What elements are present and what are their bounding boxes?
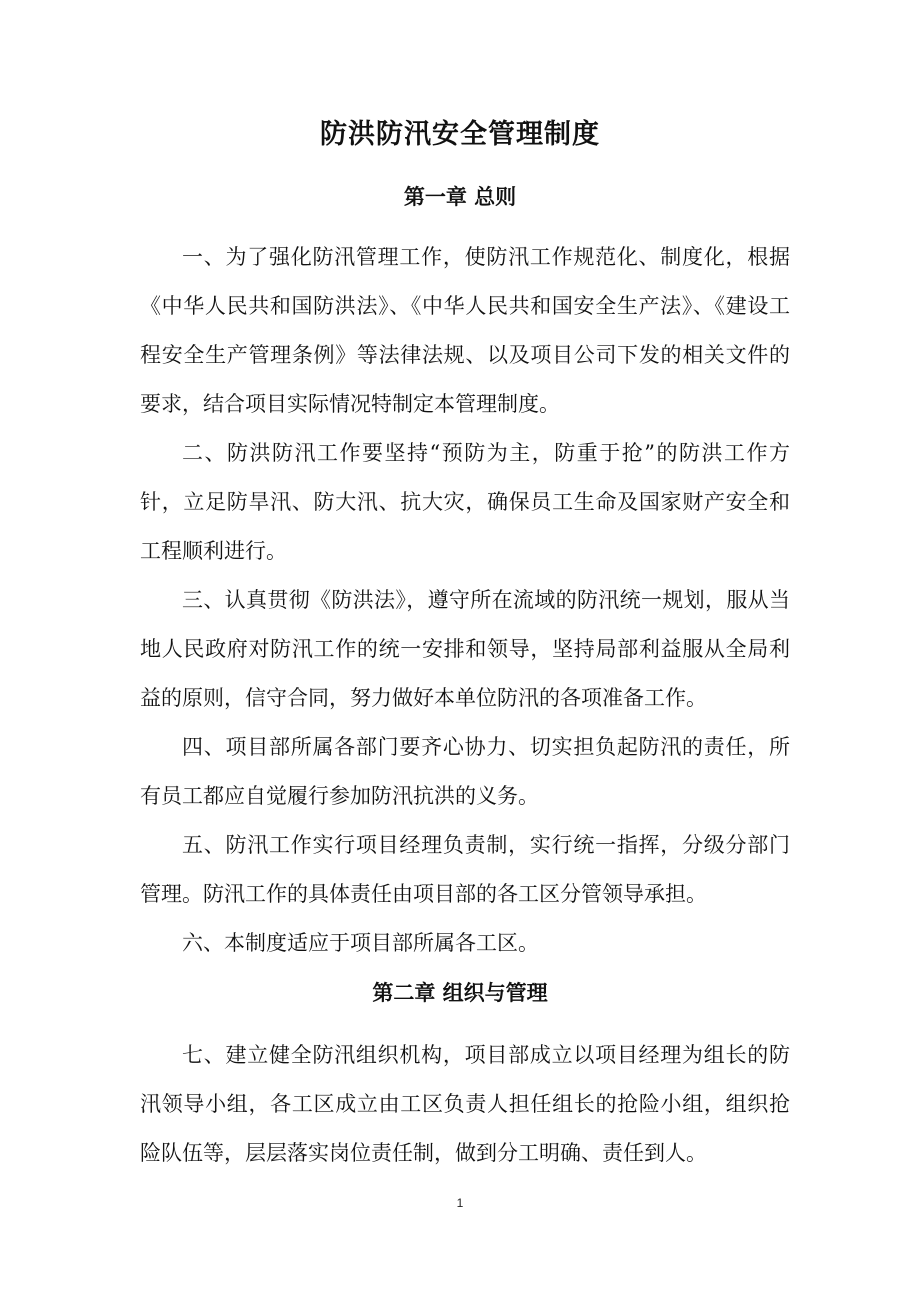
chapter-heading-2: 第二章 组织与管理 xyxy=(372,981,548,1005)
document-title: 防洪防汛安全管理制度 xyxy=(320,119,600,150)
paragraph-6: 六、本制度适应于项目部所属各工区。 xyxy=(182,931,539,955)
paragraph-7: 七、建立健全防汛组织机构，项目部成立以项目经理为组长的防汛领导小组，各工区成立由工区负责人担任组长的抢险小组，组织抢险队伍等，层层落实岗位责任制，做到分工明确、责任到人。 xyxy=(140,1043,790,1165)
paragraph-1: 一、为了强化防汛管理工作，使防汛工作规范化、制度化，根据《中华人民共和国防洪法》、《中华人民共和国安全生产法》、《建设工程安全生产管理条例》等法律法规、以及项目公司下发的相关文件的要求，结合项目实际情况特制定本管理制度。 xyxy=(140,245,790,416)
paragraph-3: 三、认真贯彻《防洪法》，遵守所在流域的防汛统一规划，服从当地人民政府对防汛工作的统一安排和领导，坚持局部利益服从全局利益的原则，信守合同，努力做好本单位防汛的各项准备工作。 xyxy=(140,588,790,710)
paragraph-4: 四、项目部所属各部门要齐心协力、切实担负起防汛的责任，所有员工都应自觉履行参加防汛抗洪的义务。 xyxy=(140,735,790,808)
chapter-1-body xyxy=(140,233,790,968)
paragraph-2: 二、防洪防汛工作要坚持“预防为主，防重于抢”的防洪工作方针，立足防旱汛、防大汛、抗大灾，确保员工生命及国家财产安全和工程顺利进行。 xyxy=(140,441,790,563)
chapter-2-body xyxy=(140,1031,790,1178)
chapter-heading-1: 第一章 总则 xyxy=(403,185,517,209)
paragraph-5: 五、防汛工作实行项目经理负责制，实行统一指挥，分级分部门管理。防汛工作的具体责任由项目部的各工区分管领导承担。 xyxy=(140,833,790,906)
page-number: 1 xyxy=(456,1196,464,1210)
